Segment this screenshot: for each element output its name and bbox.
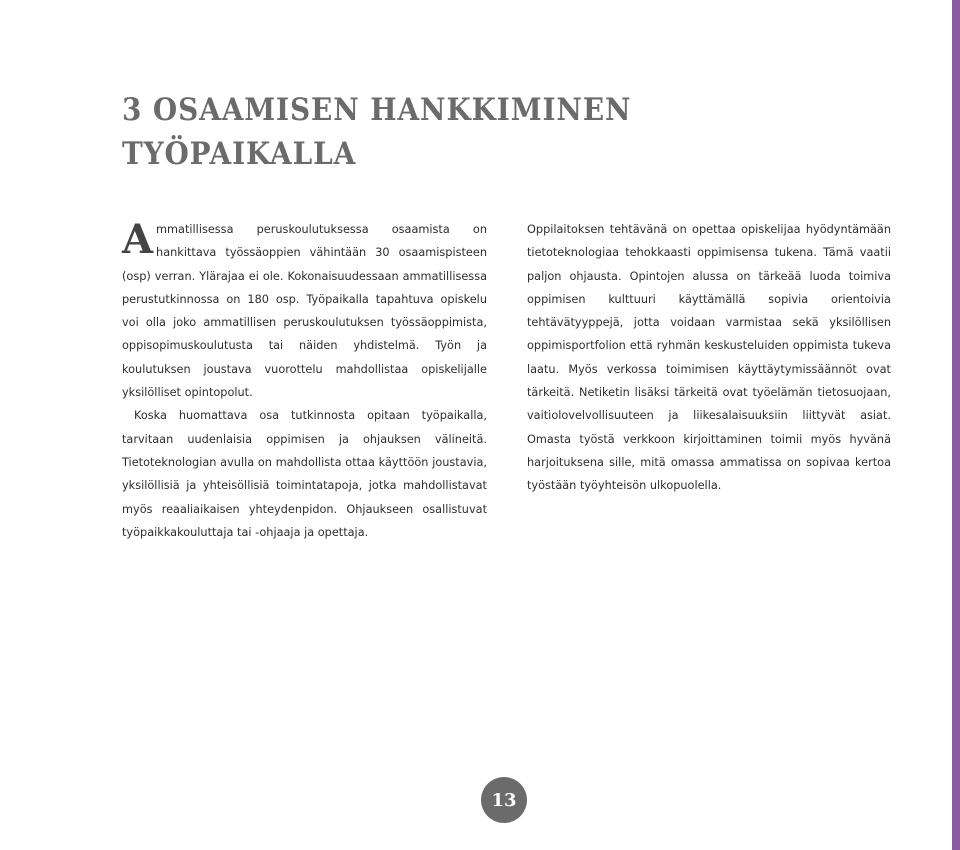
- left-paragraph-1-text: mmatillisessa peruskoulutuksessa osaamista on hankittava työssäoppien vähintään 30 osaamispisteen (osp) verran. Ylärajaa ei ole. Kokonaisuudessaan ammatillisessa perustutkinnossa on 180 osp. Työpaikalla tapahtuva opiskelu voi olla joko ammatillisen peruskoulutuksen työssäoppimista, oppisopimuskoulutusta tai näiden yhdistelmä. Työn ja koulutuksen joustava vuorottelu mahdollistaa opiskelijalle yksilölliset opintopolut.: [122, 223, 487, 400]
- chapter-title-line-1: 3 OSAAMISEN HANKKIMINEN: [122, 92, 632, 128]
- page-number: 13: [491, 789, 517, 811]
- purple-edge-bar: [952, 0, 960, 850]
- right-paragraph-1: Oppilaitoksen tehtävänä on opettaa opiskelijaa hyödyntämään tietoteknologiaa tehokkaasti oppimisensa tukena. Tämä vaatii paljon ohjausta. Opintojen alussa on tärkeää luoda toimiva oppimisen kulttuuri käyttämällä sopivia orientoivia tehtävätyyppejä, jotta voidaan varmistaa sekä yksilöllisen oppimisportfolion että ryhmän keskusteluiden oppimista tukeva laatu. Myös verkossa toimimisen käyttäytymissäännöt ovat tärkeitä. Netiketin lisäksi tärkeitä ovat työelämän tietosuojaan, vaitiolovelvollisuuteen ja liikesalaisuuksiin liittyvät asiat. Omasta työstä verkkoon kirjoittaminen toimii myös hyvänä harjoituksena sille, mitä omassa ammatissa on sopivaa kertoa työstään työyhteisön ulkopuolella.: [527, 223, 891, 493]
- left-paragraph-1: [122, 218, 487, 404]
- page-number-badge: [481, 777, 527, 823]
- chapter-title-line-2: TYÖPAIKALLA: [122, 136, 357, 172]
- chapter-title: [122, 88, 631, 176]
- right-text-column: [527, 218, 891, 498]
- left-paragraph-2: Koska huomattava osa tutkinnosta opitaan työpaikalla, tarvitaan uudenlaisia oppimisen ja ohjauksen välineitä. Tietoteknologian avulla on mahdollista ottaa käyttöön joustavia, yksilöllisiä ja yhteisöllisiä toimintatapoja, jotka mahdollistavat myös reaaliaikaisen yhteydenpidon. Ohjaukseen osallistuvat työpaikkakouluttaja tai -ohjaaja ja opettaja.: [122, 409, 487, 539]
- left-text-column: [122, 218, 487, 544]
- drop-cap: A: [122, 216, 154, 263]
